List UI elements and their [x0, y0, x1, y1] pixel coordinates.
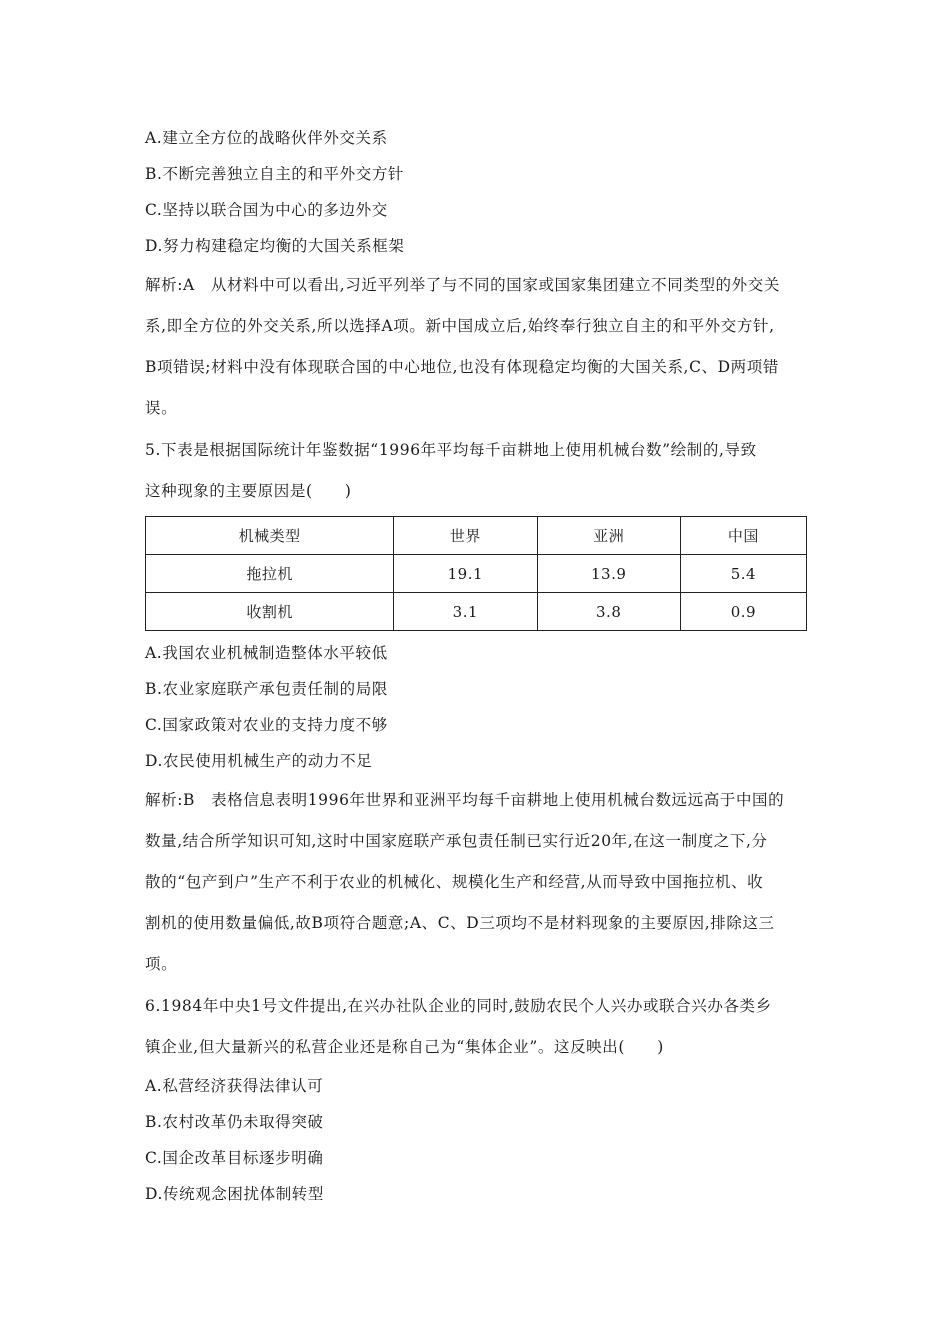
q4-options: [145, 120, 810, 264]
table-cell: 3.8: [537, 593, 680, 631]
q5-stem-line-2: 这种现象的主要原因是( ): [145, 482, 352, 500]
table-cell: 13.9: [537, 555, 680, 593]
table-header-cell: 中国: [680, 517, 806, 555]
q5-option-a: A.我国农业机械制造整体水平较低: [145, 644, 388, 662]
q4-option-c: C.坚持以联合国为中心的多边外交: [145, 201, 388, 219]
q5-stem: [145, 430, 810, 512]
q6-option-b: B.农村改革仍未取得突破: [145, 1113, 324, 1131]
q4-option-b: B.不断完善独立自主的和平外交方针: [145, 165, 405, 183]
q5-analysis-line-1: 解析:B 表格信息表明1996年世界和亚洲平均每千亩耕地上使用机械台数远远高于中国的: [145, 791, 785, 809]
table-header-row: [146, 517, 807, 555]
q5-data-table: [145, 516, 807, 631]
table-cell: 收割机: [146, 593, 394, 631]
q6-option-d: D.传统观念困扰体制转型: [145, 1185, 325, 1203]
table-cell: 0.9: [680, 593, 806, 631]
q4-analysis-line-2: 系,即全方位的外交关系,所以选择A项。新中国成立后,始终奉行独立自主的和平外交方针,: [145, 317, 775, 335]
q5-option-d: D.农民使用机械生产的动力不足: [145, 752, 373, 770]
q6-options: [145, 1068, 810, 1212]
q5-option-b: B.农业家庭联产承包责任制的局限: [145, 680, 388, 698]
q5-analysis-line-3: 散的“包产到户”生产不利于农业的机械化、规模化生产和经营,从而导致中国拖拉机、收: [145, 873, 764, 891]
q6-stem-line-1: 6.1984年中央1号文件提出,在兴办社队企业的同时,鼓励农民个人兴办或联合兴办各类乡: [145, 997, 772, 1015]
q5-stem-line-1: 5.下表是根据国际统计年鉴数据“1996年平均每千亩耕地上使用机械台数”绘制的,导致: [145, 441, 757, 459]
q5-analysis-line-5: 项。: [145, 955, 178, 973]
q6-option-a: A.私营经济获得法律认可: [145, 1077, 324, 1095]
table-cell: 3.1: [394, 593, 537, 631]
q6-stem: [145, 986, 810, 1068]
q4-option-d: D.努力构建稳定均衡的大国关系框架: [145, 237, 405, 255]
table-cell: 19.1: [394, 555, 537, 593]
q4-option-a: A.建立全方位的战略伙伴外交关系: [145, 129, 388, 147]
table-header-cell: 世界: [394, 517, 537, 555]
table-row: [146, 593, 807, 631]
table-cell: 拖拉机: [146, 555, 394, 593]
q6-stem-line-2: 镇企业,但大量新兴的私营企业还是称自己为“集体企业”。这反映出( ): [145, 1038, 664, 1056]
q5-option-c: C.国家政策对农业的支持力度不够: [145, 716, 388, 734]
q5-analysis-line-4: 割机的使用数量偏低,故B项符合题意;A、C、D三项均不是材料现象的主要原因,排除这三: [145, 914, 775, 932]
q4-analysis-line-3: B项错误;材料中没有体现联合国的中心地位,也没有体现稳定均衡的大国关系,C、D两项错: [145, 358, 779, 376]
document-page: [145, 120, 810, 1212]
q5-options: [145, 635, 810, 779]
q4-analysis-line-1: 解析:A 从材料中可以看出,习近平列举了与不同的国家或国家集团建立不同类型的外交关: [145, 276, 780, 294]
q5-analysis-line-2: 数量,结合所学知识可知,这时中国家庭联产承包责任制已实行近20年,在这一制度之下,分: [145, 832, 768, 850]
table-row: [146, 555, 807, 593]
q6-option-c: C.国企改革目标逐步明确: [145, 1149, 324, 1167]
q5-analysis: [145, 780, 810, 985]
table-header-cell: 亚洲: [537, 517, 680, 555]
q4-analysis: [145, 265, 810, 429]
q4-analysis-line-4: 误。: [145, 399, 178, 417]
table-cell: 5.4: [680, 555, 806, 593]
table-header-cell: 机械类型: [146, 517, 394, 555]
